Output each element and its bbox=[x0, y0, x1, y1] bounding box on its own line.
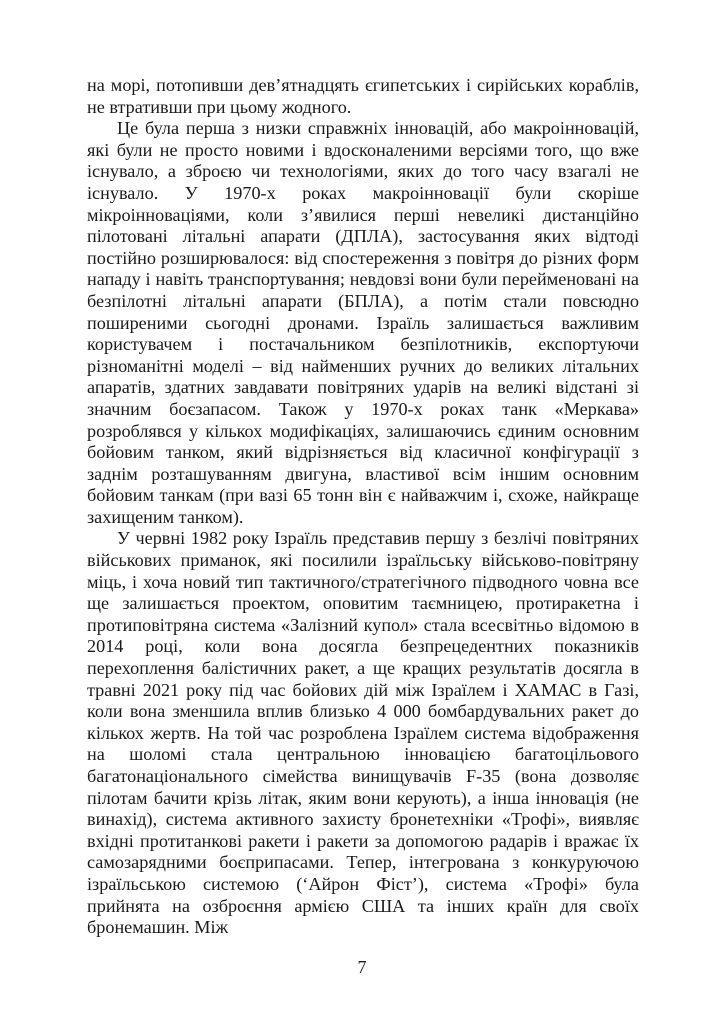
paragraph-1982: У червні 1982 року Ізраїль представив першу з безлічі повітряних військових приманок, які посилили ізраїльську військово-повітряну міць, і хоча новий тип тактичного/стратегічного підводного човна все ще залишається проектом, оповитим таємницею, протиракетна і протиповітряна система «Залізний купол» стала всесвітньо відомою в 2014 році, коли вона досягла безпрецедентних показників перехоплення балістичних ракет, а ще кращих результатів досягла в травні 2021 року під час бойових дій між Ізраїлем і ХАМАС в Газі, коли вона зменшила вплив близько 4 000 бомбардувальних ракет до кількох жертв. На той час розроблена Ізраїлем система відображення на шоломі стала центральною інновацією багатоцільового багатонаціонального сімейства винищувачів F-35 (вона дозволяє пілотам бачити крізь літак, яким вони керують), а інша інновація (не винахід), система активного захисту бронетехніки «Трофі», виявляє вхідні протитанкові ракети і ракети за допомогою радарів і вражає їх самозарядними боєприпасами. Тепер, інтегрована з конкуруючою ізраїльською системою (‘Айрон Фіст’), система «Трофі» була прийнята на озброєння армією США та інших країн для своїх бронемашин. Між bbox=[87, 528, 639, 938]
document-body bbox=[87, 75, 639, 939]
page-number: 7 bbox=[357, 957, 367, 977]
paragraph-innovations: Це була перша з низки справжніх інновацій, або макроінновацій, які були не просто новими і вдосконаленими версіями того, що вже існувало, а зброєю чи технологіями, яких до того часу взагалі не існувало. У 1970-х роках макроінновації були скоріше мікроінноваціями, коли з’явилися перші невеликі дистанційно пілотовані літальні апарати (ДПЛА), застосування яких відтоді постійно розширювалося: від спостереження з повітря до різних форм нападу і навіть транспортування; невдовзі вони були перейменовані на безпілотні літальні апарати (БПЛА), а потім стали повсюдно поширеними сьогодні дронами. Ізраїль залишається важливим користувачем і постачальником безпілотників, експортуючи різноманітні моделі – від найменших ручних до великих літальних апаратів, здатних завдавати повітряних ударів на великі відстані зі значним боєзапасом. Також у 1970-х роках танк «Меркава» розроблявся у кількох модифікаціях, залишаючись єдиним основним бойовим танком, який відрізняється від класичної конфігурації з заднім розташуванням двигуна, властивої всім іншим основним бойовим танкам (при вазі 65 тонн він є найважчим і, схоже, найкраще захищеним танком). bbox=[87, 118, 639, 527]
paragraph-continuation: на морі, потопивши дев’ятнадцять єгипетських і сирійських кораблів, не втративши при цьому жодного. bbox=[87, 75, 639, 117]
